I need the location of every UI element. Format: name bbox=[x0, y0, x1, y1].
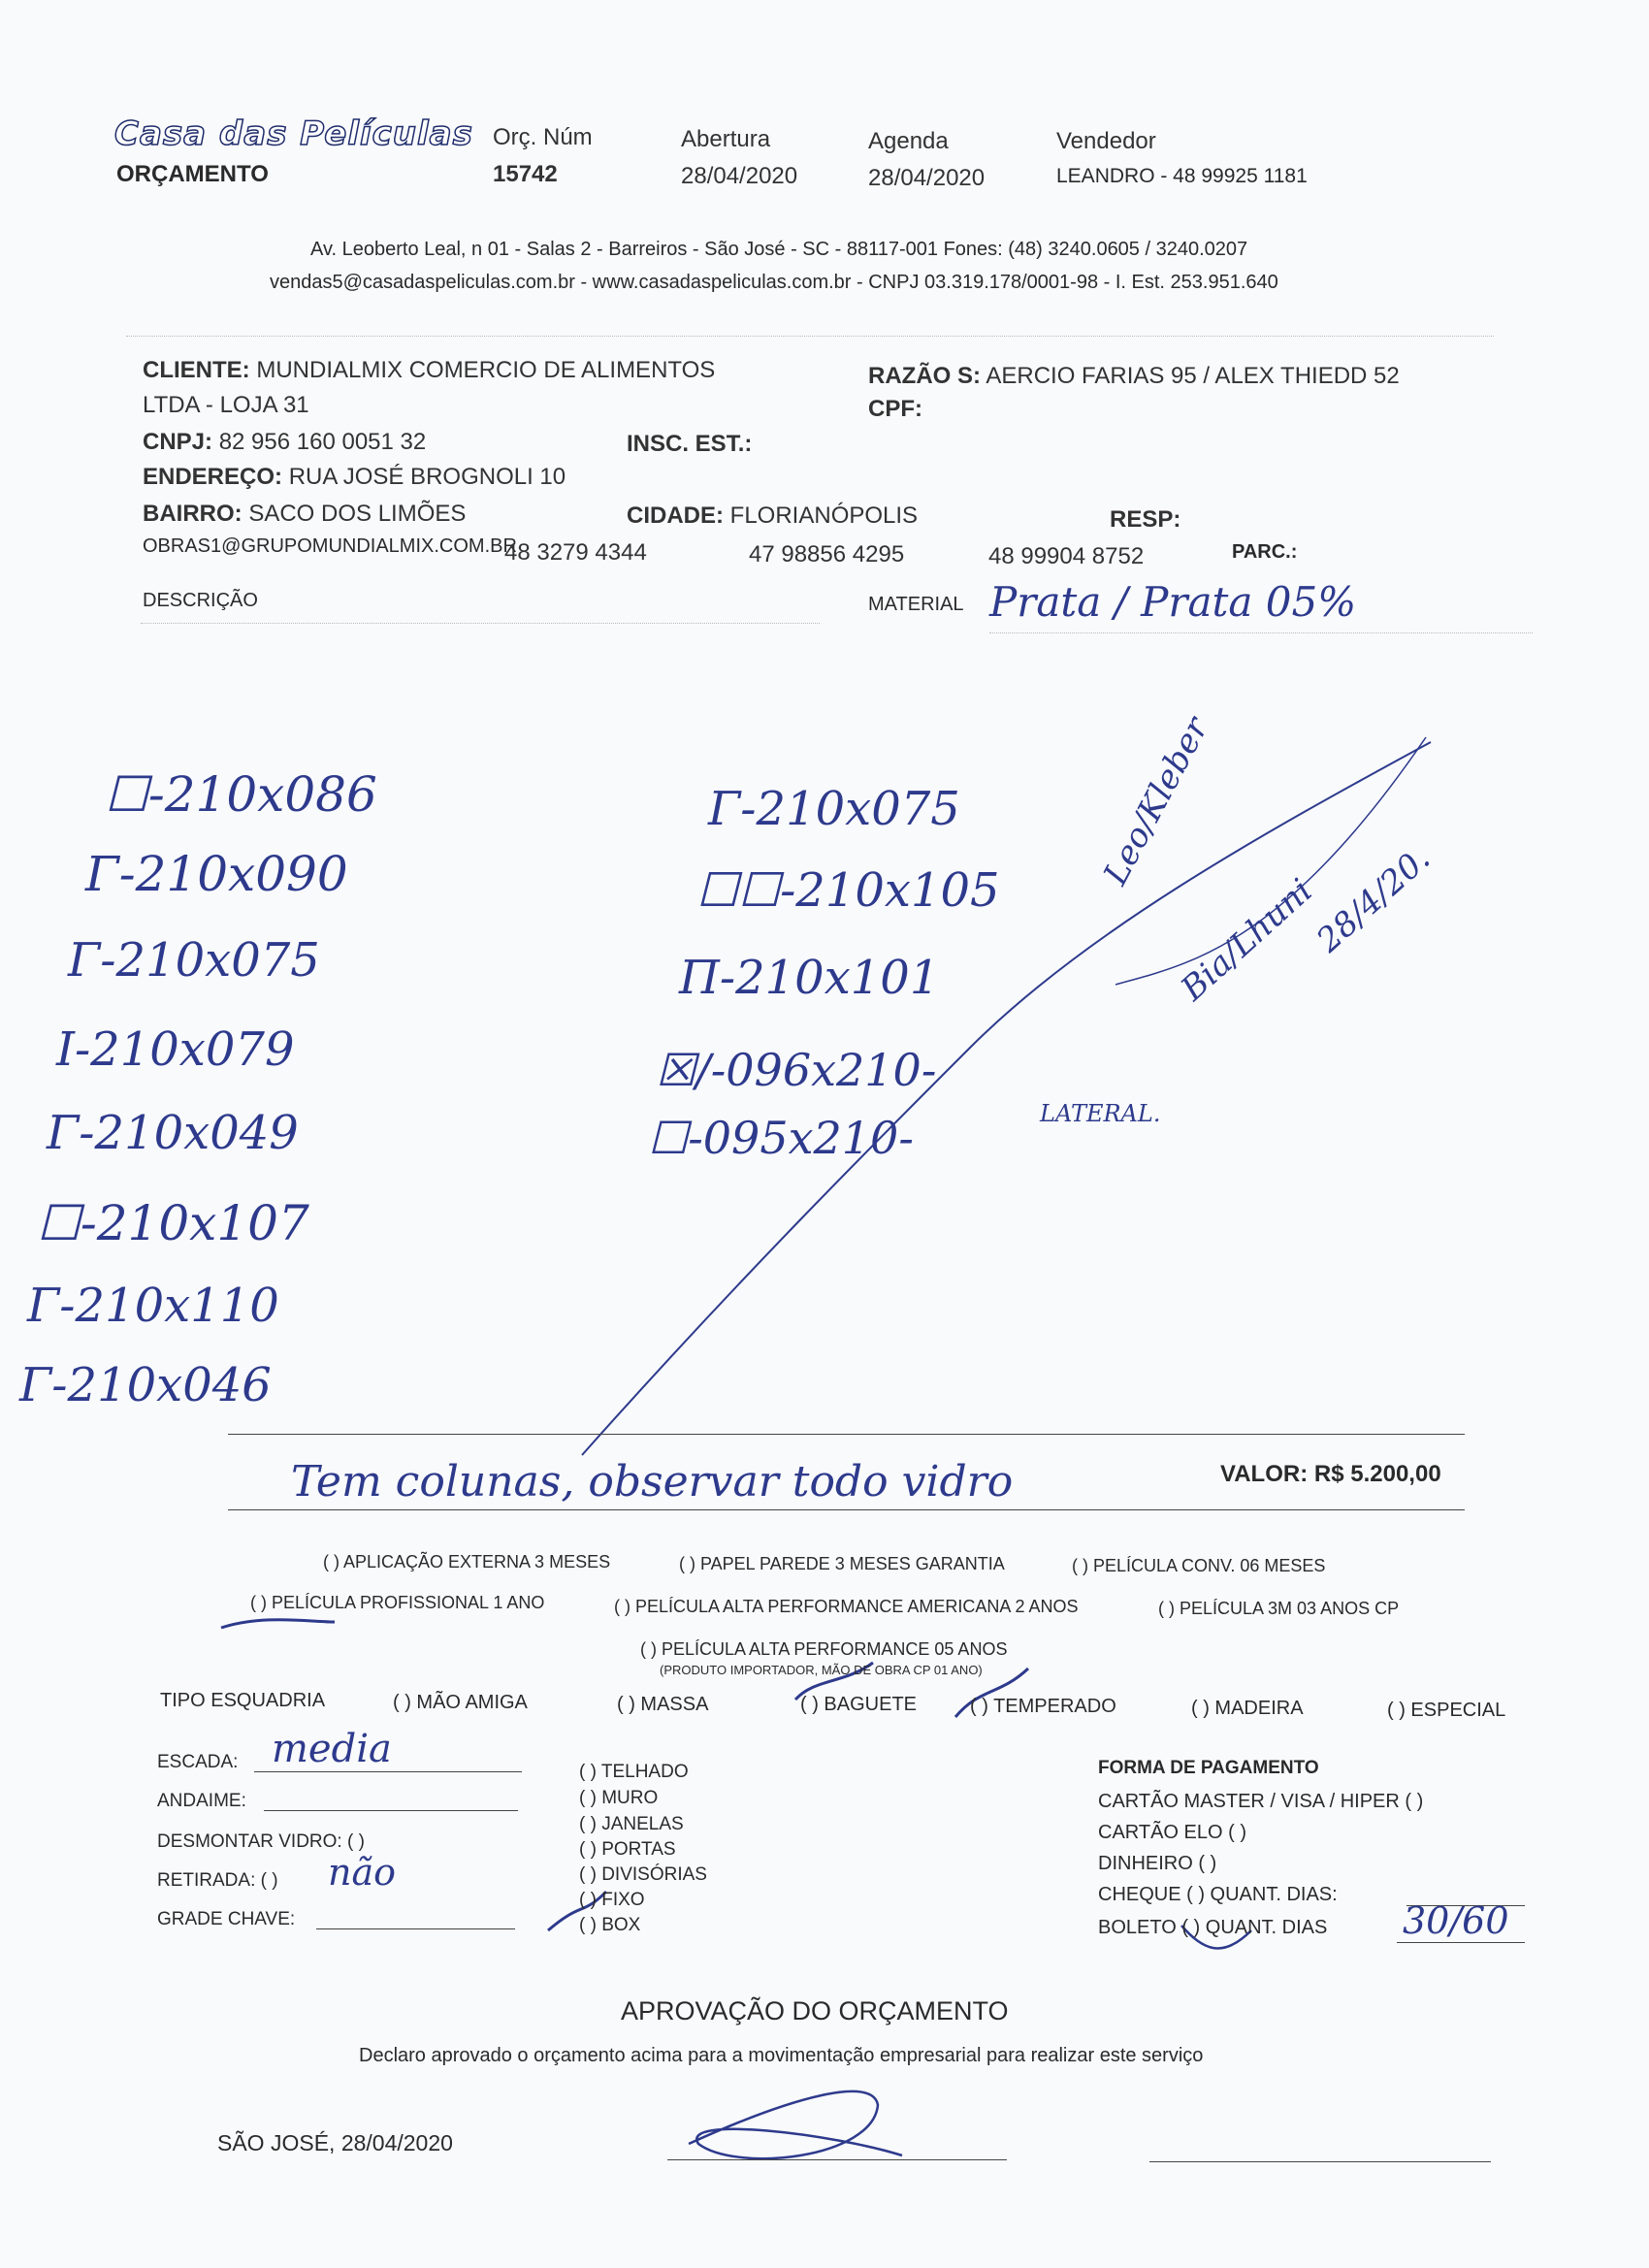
bairro-label: BAIRRO: bbox=[143, 501, 242, 527]
measurement-right-5: ☐-095x210- bbox=[648, 1112, 914, 1164]
abertura-value: 28/04/2020 bbox=[681, 163, 798, 189]
insc-label: INSC. EST.: bbox=[627, 431, 753, 457]
grade-field[interactable] bbox=[316, 1928, 515, 1929]
andaime-field[interactable] bbox=[264, 1810, 518, 1811]
cnpj-value: 82 956 160 0051 32 bbox=[218, 429, 427, 455]
obs-note: Tem colunas, observar todo vidro bbox=[291, 1457, 1014, 1507]
razao-label: RAZÃO S: bbox=[868, 363, 981, 389]
cliente-value-2: LTDA - LOJA 31 bbox=[143, 392, 309, 418]
option-alta-performance-americana[interactable]: ( ) PELÍCULA ALTA PERFORMANCE AMERICANA 2 ANOS bbox=[614, 1597, 1079, 1616]
valor-value: R$ 5.200,00 bbox=[1313, 1461, 1441, 1487]
payment-title: FORMA DE PAGAMENTO bbox=[1098, 1758, 1319, 1778]
agenda-label: Agenda bbox=[868, 128, 949, 154]
endereco-value: RUA JOSÉ BROGNOLI 10 bbox=[288, 464, 566, 490]
bairro-value: SACO DOS LIMÕES bbox=[248, 501, 467, 527]
retirada-value: não bbox=[328, 1851, 397, 1894]
option-pelicula-conv[interactable]: ( ) PELÍCULA CONV. 06 MESES bbox=[1072, 1556, 1326, 1575]
boleto-dias-line bbox=[1397, 1942, 1525, 1943]
doc-type: ORÇAMENTO bbox=[116, 161, 269, 187]
measurement-left-6: ☐-210x107 bbox=[37, 1195, 309, 1251]
material-value: Prata / Prata 05% bbox=[989, 578, 1357, 626]
location-fixo[interactable]: ( ) FIXO bbox=[579, 1890, 645, 1910]
cliente-value: MUNDIALMIX COMERCIO DE ALIMENTOS bbox=[256, 357, 716, 383]
measurement-left-8: Γ-210x046 bbox=[19, 1358, 272, 1412]
side-note-3: 28/4/20. bbox=[1310, 839, 1439, 960]
material-label: MATERIAL bbox=[868, 594, 964, 615]
vendedor-value: LEANDRO - 48 99925 1181 bbox=[1056, 165, 1308, 187]
esquadria-label: TIPO ESQUADRIA bbox=[160, 1690, 326, 1711]
approval-text: Declaro aprovado o orçamento acima para a movimentação empresarial para realizar este serviço bbox=[359, 2045, 1204, 2066]
company-logo: Casa das Películas bbox=[114, 114, 473, 153]
measurement-right-1: Γ-210x075 bbox=[708, 782, 960, 836]
cidade-value: FLORIANÓPOLIS bbox=[729, 502, 919, 529]
orc-num-label: Orç. Núm bbox=[493, 124, 593, 150]
place-date: SÃO JOSÉ, 28/04/2020 bbox=[217, 2130, 453, 2155]
escada-label: ESCADA: bbox=[157, 1752, 239, 1772]
notes-top-line bbox=[228, 1434, 1465, 1435]
esquadria-mao-amiga[interactable]: ( ) MÃO AMIGA bbox=[393, 1692, 528, 1713]
email-value: OBRAS1@GRUPOMUNDIALMIX.COM.BR bbox=[143, 535, 517, 557]
measurement-left-7: Γ-210x110 bbox=[27, 1279, 279, 1333]
payment-cartao-master[interactable]: CARTÃO MASTER / VISA / HIPER ( ) bbox=[1098, 1791, 1424, 1812]
escada-value[interactable]: media bbox=[272, 1727, 392, 1771]
grade-label: GRADE CHAVE: bbox=[157, 1909, 296, 1929]
phone-2: 47 98856 4295 bbox=[749, 541, 905, 567]
esquadria-temperado[interactable]: ( ) TEMPERADO bbox=[970, 1696, 1116, 1717]
escada-line bbox=[254, 1771, 522, 1772]
measurement-right-3: Π-210x101 bbox=[679, 951, 940, 1005]
valor-label: VALOR: bbox=[1220, 1461, 1309, 1487]
option-alta-performance-05[interactable]: ( ) PELÍCULA ALTA PERFORMANCE 05 ANOS bbox=[640, 1639, 1008, 1659]
abertura-label: Abertura bbox=[681, 126, 771, 152]
esquadria-madeira[interactable]: ( ) MADEIRA bbox=[1191, 1698, 1304, 1719]
cliente-label: CLIENTE: bbox=[143, 357, 250, 383]
measurement-right-4: ☒/-096x210- bbox=[656, 1044, 937, 1096]
cpf-label: CPF: bbox=[868, 396, 922, 422]
endereco-label: ENDEREÇO: bbox=[143, 464, 283, 490]
payment-cheque[interactable]: CHEQUE ( ) QUANT. DIAS: bbox=[1098, 1884, 1338, 1905]
valor-row bbox=[1220, 1461, 1441, 1488]
signature-line-company[interactable] bbox=[1149, 2161, 1491, 2162]
payment-dinheiro[interactable]: DINHEIRO ( ) bbox=[1098, 1853, 1217, 1874]
location-divisorias[interactable]: ( ) DIVISÓRIAS bbox=[579, 1864, 707, 1885]
razao-value: AERCIO FARIAS 95 / ALEX THIEDD 52 bbox=[986, 363, 1400, 389]
orc-num-value: 15742 bbox=[493, 161, 558, 187]
measurement-left-3: Γ-210x075 bbox=[68, 933, 320, 988]
measurement-right-2: ☐☐-210x105 bbox=[696, 863, 1000, 918]
agenda-value: 28/04/2020 bbox=[868, 165, 986, 191]
resp-label: RESP: bbox=[1110, 506, 1181, 533]
option-pelicula-profissional[interactable]: ( ) PELÍCULA PROFISSIONAL 1 ANO bbox=[250, 1593, 545, 1612]
phone-3: 48 99904 8752 bbox=[988, 543, 1145, 569]
option-alta-performance-note: (PRODUTO IMPORTADOR, MÃO DE OBRA CP 01 ANO) bbox=[660, 1663, 983, 1677]
descricao-label: DESCRIÇÃO bbox=[143, 590, 258, 611]
measurement-left-1: ☐-210x086 bbox=[105, 766, 377, 823]
payment-cartao-elo[interactable]: CARTÃO ELO ( ) bbox=[1098, 1822, 1246, 1843]
desmontar-label[interactable]: DESMONTAR VIDRO: ( ) bbox=[157, 1831, 365, 1852]
cnpj-label: CNPJ: bbox=[143, 429, 213, 455]
esquadria-especial[interactable]: ( ) ESPECIAL bbox=[1387, 1700, 1506, 1721]
approval-title: APROVAÇÃO DO ORÇAMENTO bbox=[621, 1996, 1009, 2025]
retirada-label[interactable]: RETIRADA: ( ) bbox=[157, 1870, 278, 1891]
location-janelas[interactable]: ( ) JANELAS bbox=[579, 1814, 684, 1834]
option-papel-parede[interactable]: ( ) PAPEL PAREDE 3 MESES GARANTIA bbox=[679, 1554, 1005, 1573]
option-aplicacao-externa[interactable]: ( ) APLICAÇÃO EXTERNA 3 MESES bbox=[323, 1552, 611, 1571]
esquadria-massa[interactable]: ( ) MASSA bbox=[617, 1694, 709, 1715]
phone-1: 48 3279 4344 bbox=[504, 539, 647, 566]
andaime-label: ANDAIME: bbox=[157, 1791, 246, 1811]
payment-boleto[interactable]: BOLETO ( ) QUANT. DIAS bbox=[1098, 1917, 1328, 1938]
measurement-left-4: I-210x079 bbox=[56, 1022, 295, 1077]
parc-label: PARC.: bbox=[1232, 541, 1298, 563]
side-note-2: Bia/Lhuni bbox=[1174, 871, 1320, 1009]
esquadria-baguete[interactable]: ( ) BAGUETE bbox=[800, 1694, 918, 1715]
location-telhado[interactable]: ( ) TELHADO bbox=[579, 1762, 689, 1782]
address-line-2: vendas5@casadaspeliculas.com.br - www.casadaspeliculas.com.br - CNPJ 03.319.178/0001-98 - I. Est. 253.951.640 bbox=[270, 272, 1278, 293]
side-note-1: Leo/Kleber bbox=[1096, 710, 1217, 891]
lateral-note: LATERAL. bbox=[1040, 1100, 1161, 1127]
signature-line-client[interactable] bbox=[667, 2159, 1007, 2160]
measurement-left-5: Γ-210x049 bbox=[47, 1106, 299, 1160]
location-portas[interactable]: ( ) PORTAS bbox=[579, 1839, 676, 1860]
boleto-dias-value: 30/60 bbox=[1403, 1899, 1509, 1942]
measurement-left-2: Γ-210x090 bbox=[85, 846, 348, 902]
option-pelicula-3m[interactable]: ( ) PELÍCULA 3M 03 ANOS CP bbox=[1158, 1599, 1400, 1618]
cidade-label: CIDADE: bbox=[627, 502, 724, 529]
vendedor-label: Vendedor bbox=[1056, 128, 1156, 154]
location-muro[interactable]: ( ) MURO bbox=[579, 1788, 659, 1808]
address-line-1: Av. Leoberto Leal, n 01 - Salas 2 - Barreiros - São José - SC - 88117-001 Fones: (48) 3240.0605 / 3240.0207 bbox=[310, 239, 1248, 260]
location-box[interactable]: ( ) BOX bbox=[579, 1915, 641, 1935]
notes-bottom-line bbox=[228, 1509, 1465, 1510]
